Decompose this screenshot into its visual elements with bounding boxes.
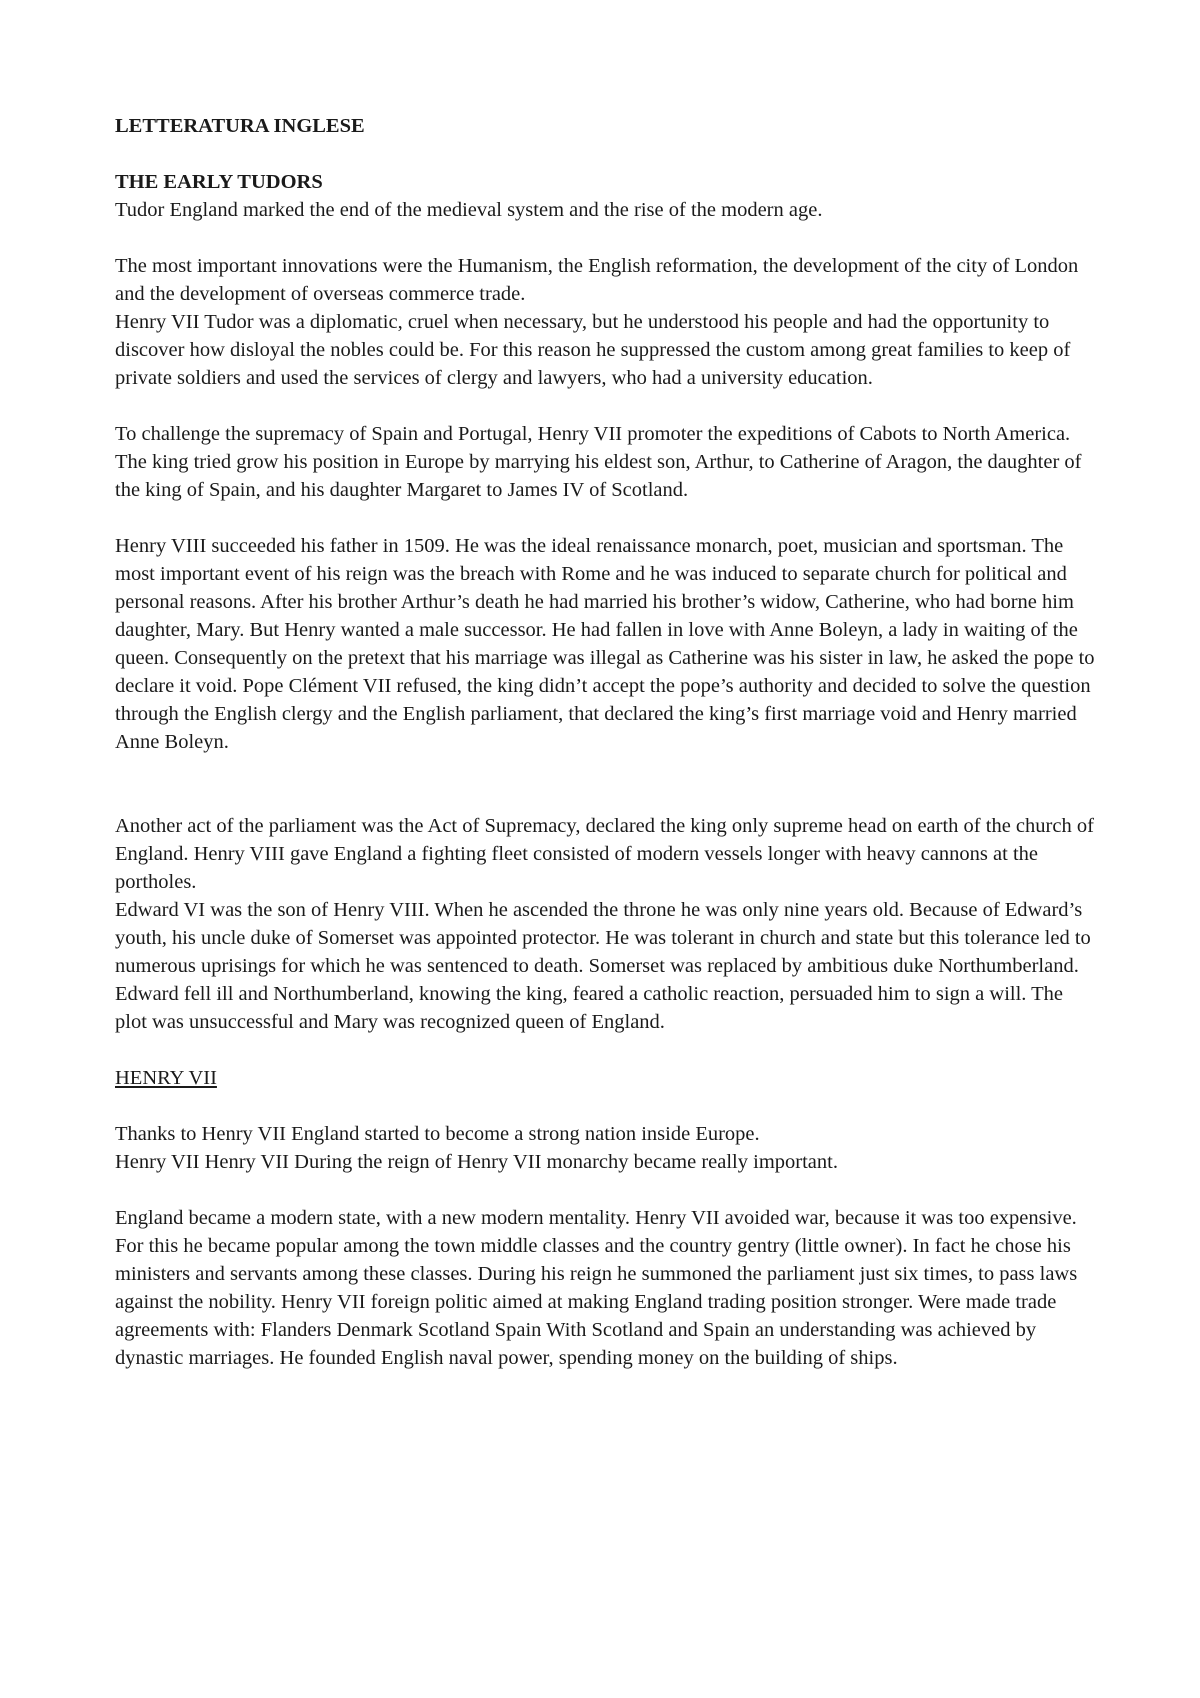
spacer [115, 392, 1100, 420]
spacer [115, 504, 1100, 532]
spacer [115, 756, 1100, 812]
subheading: HENRY VII [115, 1067, 217, 1089]
spacer [115, 1092, 1100, 1120]
spacer [115, 140, 1100, 168]
paragraph: England became a modern state, with a new modern mentality. Henry VII avoided war, because it was too expensive. For this he became popular among the town middle classes and the country gentry (little owner). In fact he chose his ministers and servants among these classes. During his reign he summoned the parliament just six times, to pass laws against the nobility. Henry VII foreign politic aimed at making England trading position stronger. Were made trade agreements with: Flanders Denmark Scotland Spain With Scotland and Spain an understanding was achieved by dynastic marriages. He founded English naval power, spending money on the building of ships. [115, 1207, 1078, 1369]
spacer [115, 1176, 1100, 1204]
paragraph: To challenge the supremacy of Spain and Portugal, Henry VII promoter the expeditions of Cabots to North America. The king tried grow his position in Europe by marrying his eldest son, Arthur, to Catherine of Aragon, the daughter of the king of Spain, and his daughter Margaret to James IV of Scotland. [115, 423, 1082, 501]
section-title: THE EARLY TUDORS [115, 171, 323, 193]
paragraph: Another act of the parliament was the Act of Supremacy, declared the king only supreme head on earth of the church of England. Henry VIII gave England a fighting fleet consisted of modern vessels longer with heavy cannons at the portholes. [115, 815, 1094, 893]
paragraph: Thanks to Henry VII England started to become a strong nation inside Europe. [115, 1123, 760, 1145]
spacer [115, 1036, 1100, 1064]
paragraph: Henry VII Henry VII During the reign of Henry VII monarchy became really important. [115, 1151, 838, 1173]
paragraph: Edward VI was the son of Henry VIII. When he ascended the throne he was only nine years old. Because of Edward’s youth, his uncle duke of Somerset was appointed protector. He was tolerant in church and state but this tolerance led to numerous uprisings for which he was sentenced to death. Somerset was replaced by ambitious duke Northumberland. Edward fell ill and Northumberland, knowing the king, feared a catholic reaction, persuaded him to sign a will. The plot was unsuccessful and Mary was recognized queen of England. [115, 899, 1091, 1033]
paragraph: Tudor England marked the end of the medieval system and the rise of the modern age. [115, 199, 823, 221]
paragraph: Henry VII Tudor was a diplomatic, cruel when necessary, but he understood his people and had the opportunity to discover how disloyal the nobles could be. For this reason he suppressed the custom among great families to keep of private soldiers and used the services of clergy and lawyers, who had a university education. [115, 311, 1071, 389]
paragraph: The most important innovations were the Humanism, the English reformation, the development of the city of London and the development of overseas commerce trade. [115, 255, 1079, 305]
spacer [115, 224, 1100, 252]
document-title: LETTERATURA INGLESE [115, 115, 365, 137]
paragraph: Henry VIII succeeded his father in 1509. He was the ideal renaissance monarch, poet, musician and sportsman. The most important event of his reign was the breach with Rome and he was induced to separate church for political and personal reasons. After his brother Arthur’s death he had married his brother’s widow, Catherine, who had borne him daughter, Mary. But Henry wanted a male successor. He had fallen in love with Anne Boleyn, a lady in waiting of the queen. Consequently on the pretext that his marriage was illegal as Catherine was his sister in law, he asked the pope to declare it void. Pope Clément VII refused, the king didn’t accept the pope’s authority and decided to solve the question through the English clergy and the English parliament, that declared the king’s first marriage void and Henry married Anne Boleyn. [115, 535, 1095, 753]
document-page [115, 112, 1100, 1372]
